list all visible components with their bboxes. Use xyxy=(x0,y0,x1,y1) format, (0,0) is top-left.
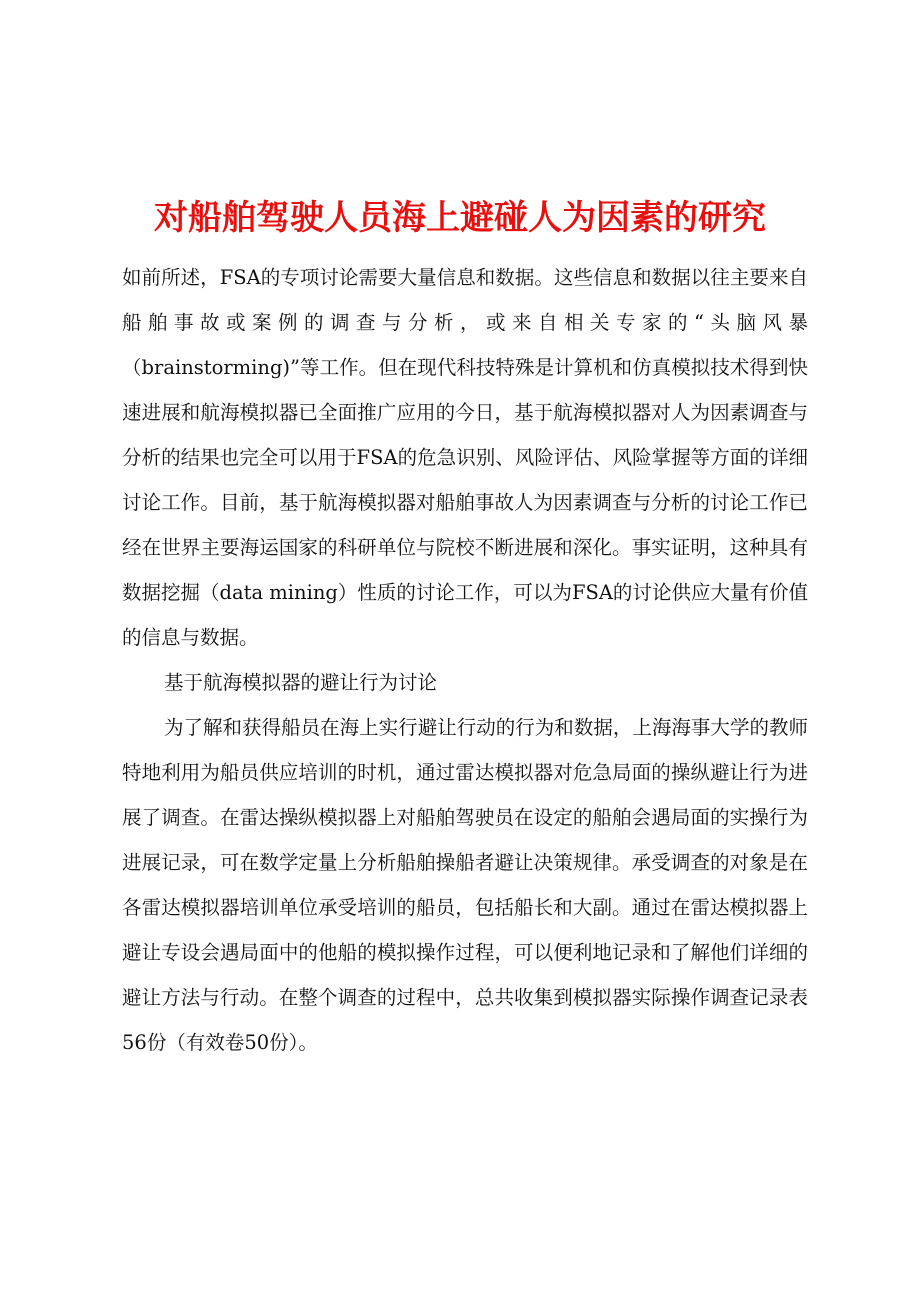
document-body xyxy=(122,255,808,1065)
section-heading: 基于航海模拟器的避让行为讨论 xyxy=(164,671,438,694)
paragraph-intro: 如前所述，FSA的专项讨论需要大量信息和数据。这些信息和数据以往主要来自船舶事故或案例的调查与分析，或来自相关专家的“头脑风暴（brainstorming)”等工作。但在现代科技特殊是计算机和仿真模拟技术得到快速进展和航海模拟器已全面推广应用的今日，基于航海模拟器对人为因素调查与分析的结果也完全可以用于FSA的危急识别、风险评估、风险掌握等方面的详细讨论工作。目前，基于航海模拟器对船舶事故人为因素调查与分析的讨论工作已经在世界主要海运国家的科研单位与院校不断进展和深化。事实证明，这种具有数据挖掘（data mining）性质的讨论工作，可以为FSA的讨论供应大量有价值的信息与数据。 xyxy=(122,266,808,649)
document-title: 对船舶驾驶人员海上避碰人为因素的研究 xyxy=(154,198,766,238)
paragraph-survey: 为了解和获得船员在海上实行避让行动的行为和数据，上海海事大学的教师特地利用为船员供应培训的时机，通过雷达模拟器对危急局面的操纵避让行为进展了调查。在雷达操纵模拟器上对船舶驾驶员在设定的船舶会遇局面的实操行为进展记录，可在数学定量上分析船舶操船者避让决策规律。承受调查的对象是在各雷达模拟器培训单位承受培训的船员，包括船长和大副。通过在雷达模拟器上避让专设会遇局面中的他船的模拟操作过程，可以便利地记录和了解他们详细的避让方法与行动。在整个调查的过程中，总共收集到模拟器实际操作调查记录表56份（有效卷50份）。 xyxy=(122,716,808,1054)
